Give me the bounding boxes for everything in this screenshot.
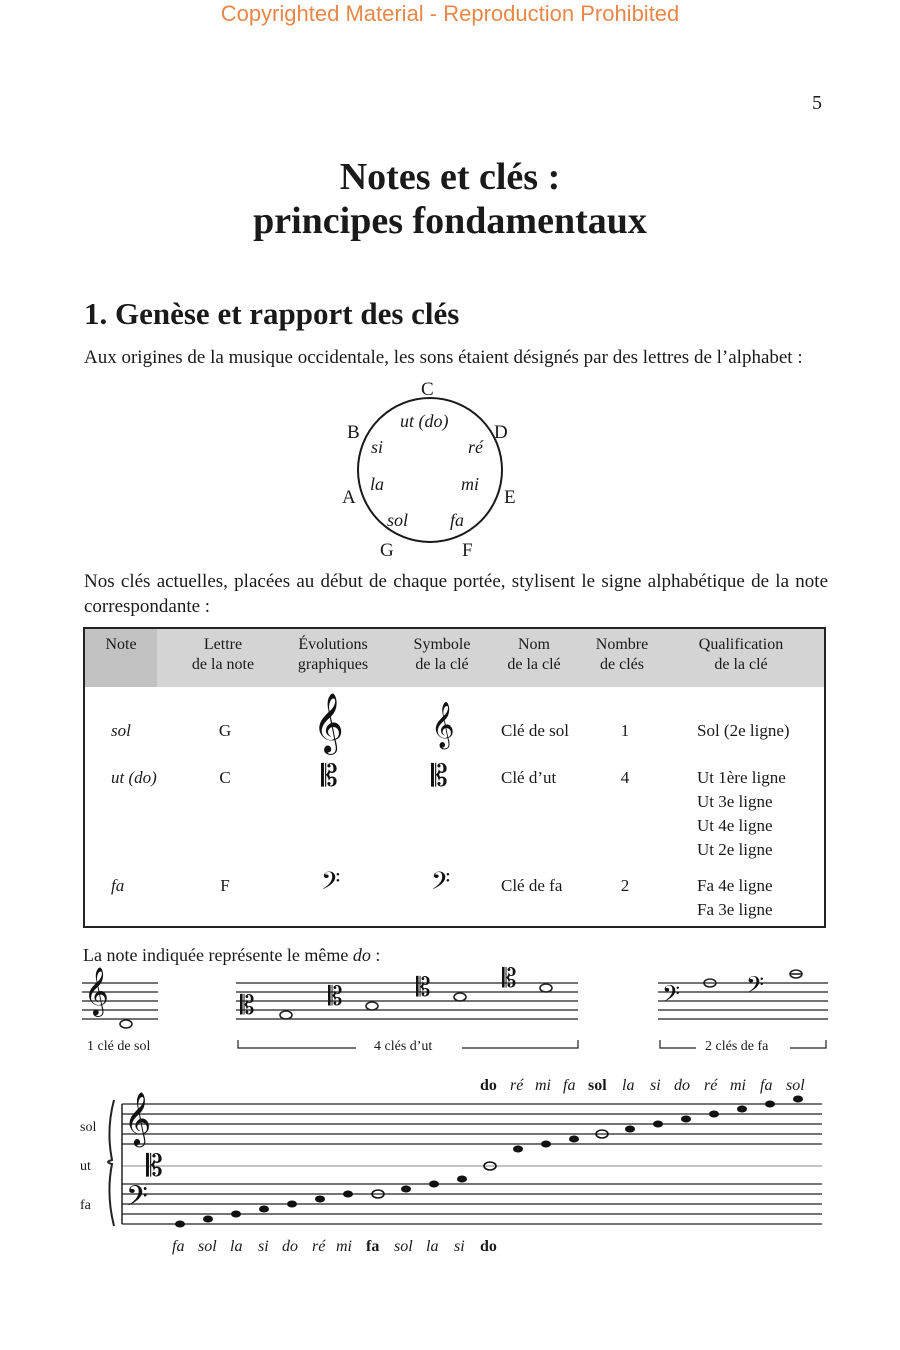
solfege-syllable: do xyxy=(282,1238,298,1255)
clefs-paragraph: Nos clés actuelles, placées au début de chaque portée, stylisent le signe alphabétique de la note correspondante : xyxy=(84,571,828,617)
cell-count: 4 xyxy=(620,768,630,787)
header-note: Note xyxy=(105,636,137,653)
circle-syllable: la xyxy=(370,474,385,494)
bass-clef-icon: 𝄢 xyxy=(126,1180,148,1220)
solfege-syllable: fa xyxy=(172,1238,185,1255)
alto-clef-icon: 𝄡 xyxy=(240,991,255,1021)
circle-letter: D xyxy=(494,422,508,443)
section-title: 1. Genèse et rapport des clés xyxy=(84,296,460,331)
solfege-syllable: ré xyxy=(510,1077,524,1094)
circle-letter: G xyxy=(380,540,394,561)
bass-clef-icon: 𝄢 xyxy=(431,867,451,902)
solfege-syllable: la xyxy=(622,1077,635,1094)
copyright-watermark: Copyrighted Material - Reproduction Prohibited xyxy=(220,1,680,26)
cell-count: 1 xyxy=(620,721,630,740)
solfege-syllable: ré xyxy=(704,1077,718,1094)
solfege-syllable: mi xyxy=(730,1077,746,1094)
grand-staff-bass xyxy=(122,1184,822,1224)
qualification-line: Fa 4e ligne xyxy=(697,876,773,895)
qualification-line: Ut 1ère ligne xyxy=(697,768,786,787)
cell-clef-name: Clé de sol xyxy=(501,721,569,740)
small-staff-fa xyxy=(658,983,828,1019)
solfege-syllable: si xyxy=(650,1077,661,1094)
sol-clef-label: 1 clé de sol xyxy=(87,1039,151,1054)
solfege-syllable: sol xyxy=(394,1238,413,1255)
solfege-syllable: do xyxy=(480,1238,497,1255)
solfege-syllable: do xyxy=(674,1077,690,1094)
circle-syllable: ut (do) xyxy=(400,411,449,431)
whole-note xyxy=(280,1011,292,1019)
cell-letter: C xyxy=(219,768,231,787)
circle-syllable: mi xyxy=(461,474,479,494)
header-evolutions: Évolutions graphiques xyxy=(297,636,369,673)
header-symbol: Symbole de la clé xyxy=(413,636,471,673)
circle-letter: E xyxy=(504,487,516,508)
circle-letter: F xyxy=(462,540,473,561)
small-staff-ut xyxy=(236,983,578,1019)
qualification-line: Ut 3e ligne xyxy=(697,792,773,811)
circle-letter: B xyxy=(347,422,360,443)
solfege-syllable: si xyxy=(258,1238,269,1255)
qualification-line: Ut 4e ligne xyxy=(697,816,773,835)
solfege-syllable: fa xyxy=(563,1077,576,1094)
solfege-syllable: mi xyxy=(336,1238,352,1255)
circle-syllable: si xyxy=(371,437,384,457)
cell-letter: F xyxy=(220,876,230,895)
intro-paragraph: Aux origines de la musique occidentale, les sons étaient désignés par des lettres de l’alphabet : xyxy=(84,347,803,368)
whole-note xyxy=(366,1002,378,1010)
circle-letter: C xyxy=(421,379,434,400)
cell-clef-name: Clé de fa xyxy=(501,876,563,895)
bass-clef-icon: 𝄢 xyxy=(662,980,681,1013)
grand-staff-notes xyxy=(175,1096,803,1228)
system-brace xyxy=(108,1100,114,1226)
alto-clef-icon: 𝄡 xyxy=(431,759,448,794)
title-line-2: principes fondamentaux xyxy=(253,200,647,242)
staff-label-sol: sol xyxy=(80,1120,97,1135)
cell-note: ut (do) xyxy=(111,768,157,787)
solfege-syllable: la xyxy=(230,1238,243,1255)
whole-note xyxy=(540,984,552,992)
cell-note: sol xyxy=(111,721,131,740)
staff-label-ut: ut xyxy=(80,1159,91,1174)
staff-label-fa: fa xyxy=(80,1198,91,1213)
header-name: Nom de la clé xyxy=(507,636,561,673)
cell-letter: G xyxy=(218,721,232,740)
cell-note: fa xyxy=(111,876,125,895)
page-number: 5 xyxy=(812,92,822,114)
cell-qualification: Sol (2e ligne) xyxy=(697,721,790,740)
solfege-syllable: fa xyxy=(760,1077,773,1094)
alto-clef-icon: 𝄡 xyxy=(502,964,517,994)
header-qualification: Qualification de la clé xyxy=(698,636,784,673)
solfege-syllable: ré xyxy=(312,1238,326,1255)
treble-clef-icon: 𝄞 xyxy=(431,702,455,748)
treble-evolution-glyph: 𝄞 xyxy=(313,693,344,753)
bass-clef-icon: 𝄢 xyxy=(746,971,765,1004)
alto-clef-icon: 𝄡 xyxy=(416,973,431,1003)
whole-note xyxy=(120,1020,132,1028)
bass-evolution-glyph: 𝄢 xyxy=(321,867,341,902)
fa-clefs-label: 2 clés de fa xyxy=(705,1039,769,1054)
solfege-syllable: sol xyxy=(786,1077,805,1094)
bass-notes xyxy=(175,1176,467,1228)
circle-syllable: ré xyxy=(468,437,483,457)
cell-count: 2 xyxy=(620,876,630,895)
whole-note xyxy=(454,993,466,1001)
solfege-syllable: la xyxy=(426,1238,439,1255)
alto-clef-icon: 𝄡 xyxy=(328,982,343,1012)
alto-clef-icon: 𝄡 xyxy=(146,1149,163,1184)
alto-evolution-glyph: 𝄡 xyxy=(321,759,338,794)
circle-letter: A xyxy=(342,487,356,508)
treble-clef-icon: 𝄞 xyxy=(84,966,109,1015)
same-do-caption: La note indiquée représente le même do : xyxy=(83,945,381,965)
qualification-line: Ut 2e ligne xyxy=(697,840,773,859)
circle-syllable: fa xyxy=(450,510,465,530)
solfege-syllable: sol xyxy=(198,1238,217,1255)
solfege-syllable: sol xyxy=(588,1077,607,1094)
treble-clef-icon: 𝄞 xyxy=(124,1091,152,1145)
header-letter: Lettre de la note xyxy=(191,636,255,673)
header-count: Nombre de clés xyxy=(595,636,649,673)
solfege-syllable: mi xyxy=(535,1077,551,1094)
solfege-syllable: si xyxy=(454,1238,465,1255)
ut-clefs-label: 4 clés d’ut xyxy=(374,1039,433,1054)
solfege-syllable: do xyxy=(480,1077,497,1094)
circle-syllable: sol xyxy=(387,510,409,530)
solfege-syllable: fa xyxy=(366,1238,380,1255)
qualification-line: Fa 3e ligne xyxy=(697,900,773,919)
grand-staff-treble xyxy=(122,1104,822,1144)
title-line-1: Notes et clés : xyxy=(339,156,561,198)
cell-clef-name: Clé d’ut xyxy=(501,768,557,787)
